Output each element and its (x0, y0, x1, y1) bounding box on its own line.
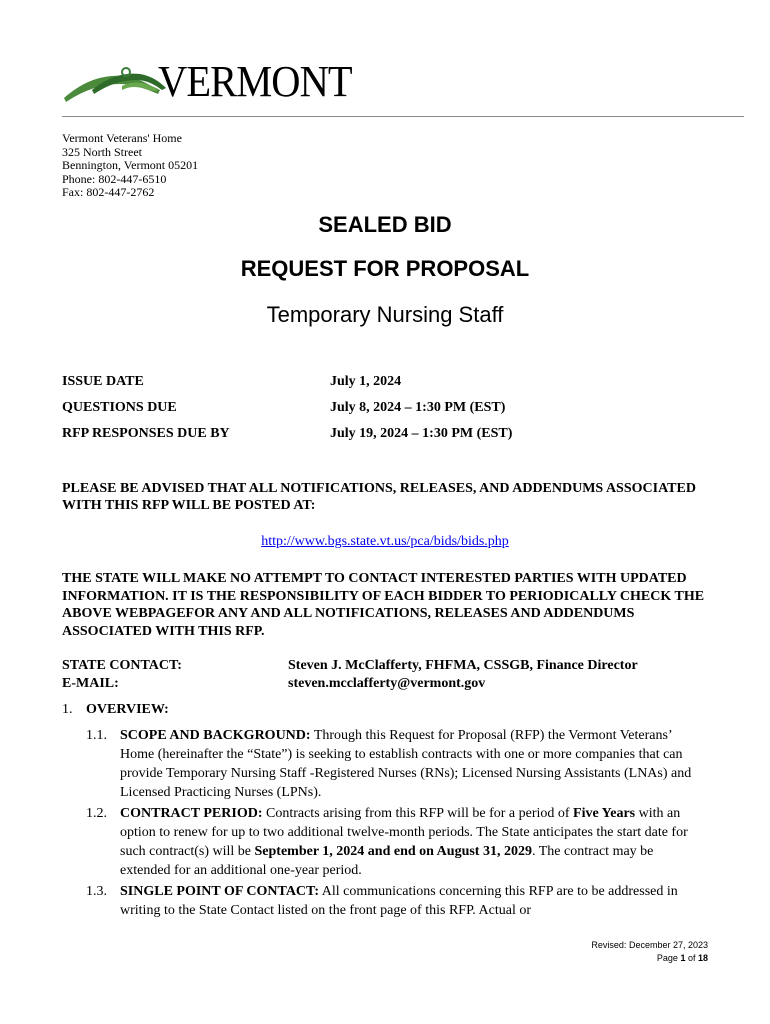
subsection-1-3 (86, 882, 706, 920)
title-sealed-bid: SEALED BID (318, 212, 452, 237)
subsection-heading: CONTRACT PERIOD: (120, 806, 263, 821)
date-row-questions (62, 400, 622, 418)
page-prefix: Page (656, 953, 681, 963)
address-block (62, 132, 198, 200)
date-value: July 19, 2024 – 1:30 PM (EST) (330, 426, 513, 441)
bids-link[interactable]: http://www.bgs.state.vt.us/pca/bids/bids.php (261, 534, 509, 549)
address-city: Bennington, Vermont 05201 (62, 158, 199, 173)
footer-page-number (657, 953, 708, 963)
subsection-number: 1.3. (86, 884, 107, 899)
subsection-text: Through this Request for Proposal (RFP) the Vermont Veterans’ Home (hereinafter the “State”) is seeking to establish contracts with one or more companies that can provide Temporary Nursing Staff -Registered Nurses (RNs); Licensed Nursing Assistants (LNAs) and Licensed Practicing Nurses (LPNs). (120, 728, 692, 800)
date-label: QUESTIONS DUE (62, 400, 177, 415)
subsection-text: . The contract may be extended for an additional one-year period. (120, 844, 654, 878)
page-total: 18 (697, 953, 708, 963)
subsection-text: with an option to renew for up to two additional twelve-month periods. The State anticipates the start date for such contract(s) will be (120, 806, 688, 859)
section-title: OVERVIEW: (86, 702, 169, 717)
warning-text: THE STATE WILL MAKE NO ATTEMPT TO CONTACT INTERESTED PARTIES WITH UPDATED INFORMATION. IT IS THE RESPONSIBILITY OF EACH BIDDER TO PERIODICALLY CHECK THE ABOVE WEBPAGEFOR ANY AND ALL NOTIFICATIONS, RELEASES AND ADDENDUMS ASSOCIATED WITH THIS RFP. (62, 571, 705, 639)
date-value: July 8, 2024 – 1:30 PM (EST) (330, 400, 506, 415)
subsection-number: 1.1. (86, 728, 107, 743)
subsection-text: All communications concerning this RFP are to be addressed in writing to the State Contact listed on the front page of this RFP. Actual or (120, 884, 678, 918)
subsection-1-1 (86, 726, 706, 802)
title-subject: Temporary Nursing Staff (266, 302, 504, 327)
state-contact-row (62, 658, 702, 676)
section-overview-heading (62, 702, 169, 718)
page-current: 1 (680, 953, 686, 963)
contact-label: STATE CONTACT: (62, 658, 182, 673)
subsection-text: Contracts arising from this RFP will be for a period of (262, 806, 574, 821)
notice-text: PLEASE BE ADVISED THAT ALL NOTIFICATIONS, RELEASES, AND ADDENDUMS ASSOCIATED WITH THIS RFP WILL BE POSTED AT: (62, 481, 696, 513)
page-of: of (685, 953, 698, 963)
address-street: 325 North Street (62, 144, 142, 159)
date-label: RFP RESPONSES DUE BY (62, 426, 230, 441)
contract-term: Five Years (573, 806, 636, 821)
email-label: E-MAIL: (62, 676, 119, 691)
address-fax: Fax: 802-447-2762 (62, 185, 155, 200)
subsection-1-2 (86, 804, 706, 880)
footer-revised: Revised: December 27, 2023 (591, 940, 708, 950)
date-value: July 1, 2024 (330, 374, 402, 389)
subsection-heading: SINGLE POINT OF CONTACT: (120, 884, 320, 899)
date-row-issue (62, 374, 622, 392)
subsection-number: 1.2. (86, 806, 107, 821)
email-row (62, 676, 702, 694)
address-name: Vermont Veterans' Home (62, 131, 182, 145)
header-divider (62, 116, 744, 117)
date-label: ISSUE DATE (62, 374, 144, 389)
logo-wordmark: VERMONT (158, 57, 352, 106)
email-value[interactable]: steven.mcclafferty@vermont.gov (288, 676, 486, 691)
contract-dates: September 1, 2024 and end on August 31, 2029 (254, 844, 532, 859)
address-phone: Phone: 802-447-6510 (62, 171, 167, 186)
section-number: 1. (62, 702, 73, 717)
mountain-swoosh-icon (64, 68, 166, 102)
subsection-heading: SCOPE AND BACKGROUND: (120, 728, 311, 743)
contact-value: Steven J. McClafferty, FHFMA, CSSGB, Finance Director (288, 658, 638, 673)
title-rfp: REQUEST FOR PROPOSAL (240, 256, 530, 281)
date-row-responses (62, 426, 622, 444)
